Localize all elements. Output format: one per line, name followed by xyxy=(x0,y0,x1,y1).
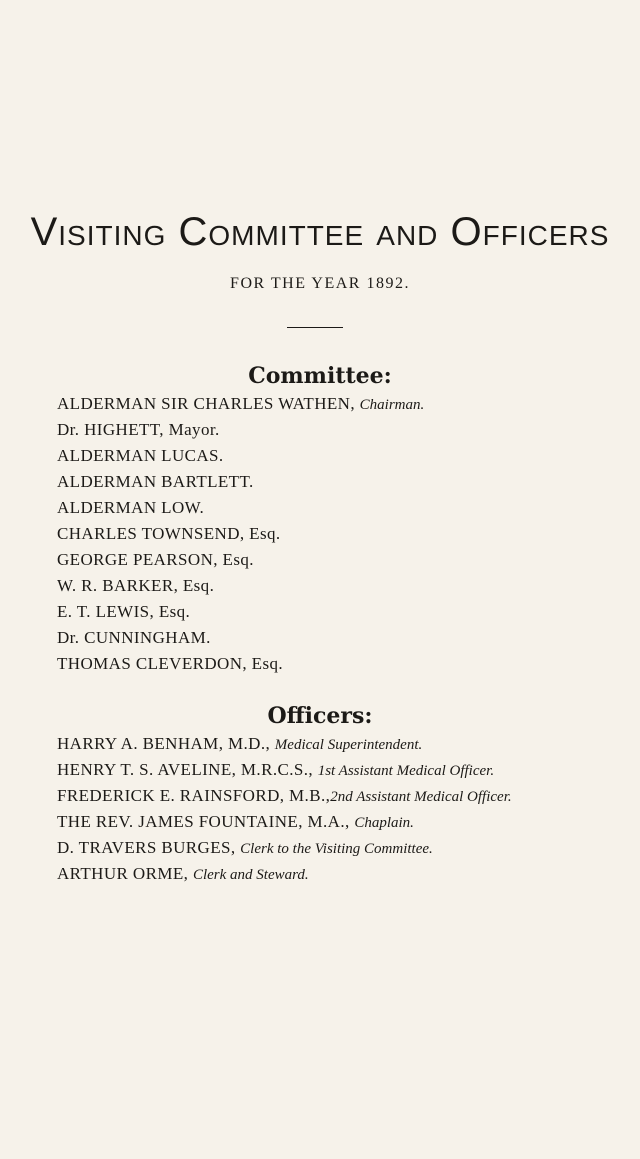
committee-member xyxy=(57,469,637,495)
member-name: Dr. CUNNINGHAM. xyxy=(57,628,211,647)
officer-name: HENRY T. S. AVELINE, M.R.C.S., xyxy=(57,760,314,779)
officer-role: 1st Assistant Medical Officer. xyxy=(317,763,495,779)
committee-member xyxy=(57,573,637,599)
officer-entry xyxy=(57,835,637,861)
committee-member xyxy=(57,625,637,651)
member-name: CHARLES TOWNSEND, Esq. xyxy=(57,524,281,543)
member-name: Dr. HIGHETT, Mayor. xyxy=(57,420,220,439)
officers-heading: Officers: xyxy=(267,703,373,729)
officer-role: Clerk to the Visiting Committee. xyxy=(240,841,433,857)
committee-member xyxy=(57,391,637,417)
committee-member xyxy=(57,417,637,443)
officer-name: D. TRAVERS BURGES, xyxy=(57,838,236,857)
committee-member xyxy=(57,599,637,625)
committee-member xyxy=(57,547,637,573)
page-title: Visiting Committee and Officers xyxy=(30,210,610,254)
officer-role: 2nd Assistant Medical Officer. xyxy=(330,789,512,805)
committee-list xyxy=(57,391,637,677)
member-name: THOMAS CLEVERDON, Esq. xyxy=(57,654,284,673)
officer-entry xyxy=(57,783,637,809)
title-divider xyxy=(287,327,343,328)
officer-entry xyxy=(57,757,637,783)
officer-role: Clerk and Steward. xyxy=(192,867,309,883)
officer-name: THE REV. JAMES FOUNTAINE, M.A., xyxy=(57,812,350,831)
officer-role: Chaplain. xyxy=(354,815,414,831)
member-name: GEORGE PEARSON, Esq. xyxy=(57,550,254,569)
officers-list xyxy=(57,731,637,887)
officer-name: FREDERICK E. RAINSFORD, M.B., xyxy=(57,786,331,805)
member-name: ALDERMAN BARTLETT. xyxy=(57,472,254,491)
member-role: Chairman. xyxy=(359,397,425,413)
officer-entry xyxy=(57,809,637,835)
member-name: ALDERMAN LOW. xyxy=(57,498,205,517)
member-name: E. T. LEWIS, Esq. xyxy=(57,602,191,621)
member-name: ALDERMAN SIR CHARLES WATHEN, xyxy=(57,394,356,413)
committee-member xyxy=(57,495,637,521)
committee-member xyxy=(57,521,637,547)
officer-entry xyxy=(57,861,637,887)
member-name: ALDERMAN LUCAS. xyxy=(57,446,224,465)
committee-member xyxy=(57,443,637,469)
officer-name: HARRY A. BENHAM, M.D., xyxy=(57,734,271,753)
officer-role: Medical Superintendent. xyxy=(274,737,423,753)
officer-name: ARTHUR ORME, xyxy=(57,864,189,883)
committee-heading: Committee: xyxy=(248,363,392,389)
member-name: W. R. BARKER, Esq. xyxy=(57,576,215,595)
committee-member xyxy=(57,651,637,677)
officer-entry xyxy=(57,731,637,757)
page-subtitle: FOR THE YEAR 1892. xyxy=(230,275,410,292)
